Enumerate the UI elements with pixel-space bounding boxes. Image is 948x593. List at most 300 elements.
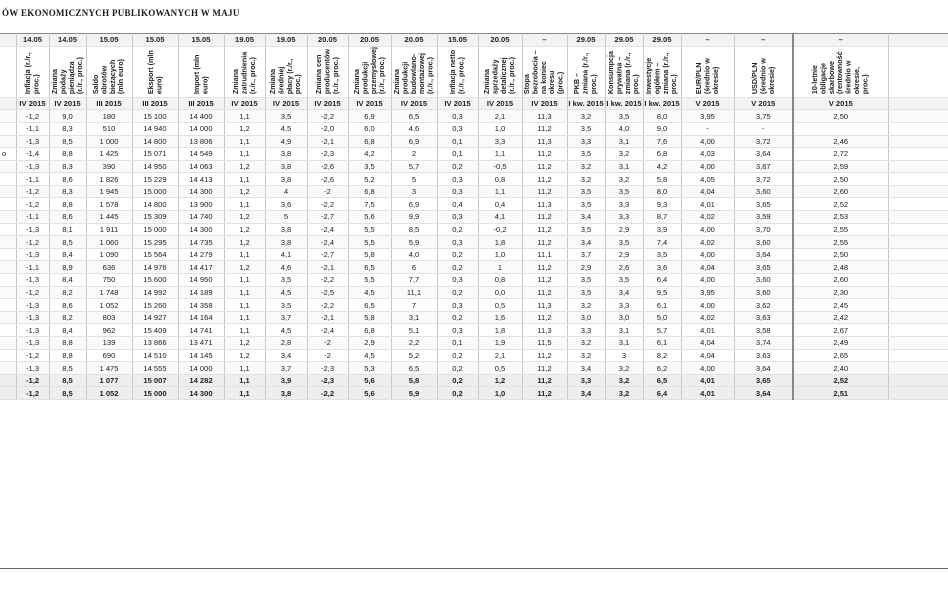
date-cell: 15.05 [437, 34, 478, 47]
table-cell: 5,9 [391, 387, 437, 400]
table-cell: 14 300 [178, 387, 224, 400]
table-cell [888, 349, 948, 362]
table-cell: 8,3 [49, 122, 86, 135]
table-cell: 1,2 [224, 337, 265, 350]
table-cell: 2,9 [567, 261, 605, 274]
table-cell: 2,60 [793, 185, 888, 198]
table-cell: 3,60 [734, 185, 793, 198]
table-cell: 4,05 [681, 173, 734, 186]
row-label [0, 387, 16, 400]
period-cell: IV 2015 [391, 97, 437, 110]
table-cell: 3,64 [734, 362, 793, 375]
column-header-label: Zmiana sprzedaży detalicznej (r./r., proc.) [482, 56, 517, 94]
table-cell: 4,01 [681, 198, 734, 211]
period-cell: IV 2015 [522, 97, 567, 110]
table-cell: 6,5 [391, 110, 437, 123]
date-row [0, 34, 948, 47]
table-row [0, 198, 948, 211]
table-cell: 3,8 [265, 160, 307, 173]
table-cell: 15 564 [132, 248, 178, 261]
table-cell [888, 261, 948, 274]
table-cell: 1,1 [224, 198, 265, 211]
table-cell: 1,0 [478, 122, 522, 135]
row-label [0, 349, 16, 362]
table-cell: 1,0 [478, 387, 522, 400]
table-cell: 8,8 [49, 148, 86, 161]
table-cell: -1,1 [16, 211, 49, 224]
table-cell: 4,04 [681, 185, 734, 198]
table-cell: -2,3 [307, 374, 348, 387]
table-cell: -0,2 [478, 223, 522, 236]
table-cell: 8,6 [49, 299, 86, 312]
table-cell: 5,0 [643, 311, 681, 324]
table-cell: 8,8 [49, 349, 86, 362]
column-header-label: Konsumpcja prywatna – zmiana (r./r., proc.) [606, 50, 641, 94]
table-cell: 14 927 [132, 311, 178, 324]
table-cell [888, 337, 948, 350]
page-title: ÓW EKONOMICZNYCH PUBLIKOWANYCH W MAJU [2, 8, 240, 18]
row-label [0, 135, 16, 148]
table-cell: 0,3 [437, 299, 478, 312]
table-cell: 5,5 [348, 236, 391, 249]
column-header [224, 46, 265, 97]
table-cell: 3,67 [734, 160, 793, 173]
table-cell: 14 417 [178, 261, 224, 274]
table-cell: 2,52 [793, 198, 888, 211]
table-cell: 13 471 [178, 337, 224, 350]
column-header [49, 46, 86, 97]
table-cell: 3,5 [265, 299, 307, 312]
column-header-label: Zmiana produkcji budowlano-montażowej (r./r., proc.) [391, 52, 435, 94]
table-cell: 3,95 [681, 286, 734, 299]
table-cell: 3,64 [734, 148, 793, 161]
table-cell: 3,2 [567, 349, 605, 362]
table-cell: 2,72 [793, 148, 888, 161]
table-cell: 750 [86, 274, 132, 287]
table-cell: 0,1 [437, 337, 478, 350]
table-cell: - [734, 122, 793, 135]
table-row [0, 349, 948, 362]
table-cell: 4,2 [643, 160, 681, 173]
table-cell: 8,0 [643, 110, 681, 123]
table-cell: 0,2 [437, 248, 478, 261]
table-cell: -1,2 [16, 110, 49, 123]
table-cell: -1,3 [16, 160, 49, 173]
table-cell: -1,2 [16, 374, 49, 387]
table-cell: 3,4 [567, 211, 605, 224]
table-cell: 4,5 [265, 286, 307, 299]
table-cell: 5,8 [348, 311, 391, 324]
table-cell: 0,2 [437, 160, 478, 173]
table-cell: 4,04 [681, 337, 734, 350]
table-cell: 4,2 [348, 148, 391, 161]
table-cell [888, 362, 948, 375]
table-cell: 14 164 [178, 311, 224, 324]
table-cell: 11,2 [522, 311, 567, 324]
table-row [0, 286, 948, 299]
table-row [0, 110, 948, 123]
table-cell: 6,1 [643, 337, 681, 350]
table-cell: 0,4 [478, 198, 522, 211]
table-cell: 8,1 [49, 223, 86, 236]
table-cell [888, 223, 948, 236]
table-row [0, 122, 948, 135]
table-cell: 3,4 [605, 286, 643, 299]
table-cell: 3,5 [643, 248, 681, 261]
table-cell: 3,2 [605, 148, 643, 161]
column-header [643, 46, 681, 97]
table-cell: 11,3 [522, 135, 567, 148]
table-cell: 14 189 [178, 286, 224, 299]
column-header [734, 46, 793, 97]
table-cell: 3,63 [734, 311, 793, 324]
table-row [0, 362, 948, 375]
table-cell: 5,2 [391, 349, 437, 362]
table-cell: 14 282 [178, 374, 224, 387]
table-cell: -2,1 [307, 311, 348, 324]
summary-row [0, 387, 948, 400]
table-cell: 2,53 [793, 211, 888, 224]
table-cell: 3 [605, 349, 643, 362]
table-cell: 3,3 [605, 299, 643, 312]
table-row [0, 173, 948, 186]
table-cell: 0,1 [437, 148, 478, 161]
table-cell: 0,2 [437, 362, 478, 375]
table-cell: -2,1 [307, 261, 348, 274]
period-cell: IV 2015 [437, 97, 478, 110]
table-cell [888, 274, 948, 287]
table-cell: 0,2 [437, 311, 478, 324]
column-header-label: Zmiana zatrudnienia (r./r., proc.) [230, 51, 257, 94]
table-cell: 0,3 [437, 211, 478, 224]
table-cell: 3,5 [567, 148, 605, 161]
table-cell: 3,75 [734, 110, 793, 123]
table-cell: -2,2 [307, 274, 348, 287]
table-cell: 2,65 [793, 349, 888, 362]
table-cell: 11,3 [522, 110, 567, 123]
table-cell: 11,3 [522, 198, 567, 211]
table-cell: 0,2 [437, 387, 478, 400]
row-label: o [0, 148, 16, 161]
table-cell: 4,5 [348, 286, 391, 299]
table-cell [888, 173, 948, 186]
table-cell: 9,0 [49, 110, 86, 123]
row-label [0, 110, 16, 123]
table-cell: 14 950 [178, 274, 224, 287]
table-cell: 3 [391, 185, 437, 198]
table-cell: 11,3 [522, 324, 567, 337]
table-cell: 139 [86, 337, 132, 350]
table-cell: -1,2 [16, 349, 49, 362]
table-cell: 1,1 [224, 387, 265, 400]
table-cell: 1,1 [224, 148, 265, 161]
table-cell: -0,5 [478, 160, 522, 173]
table-cell: 8,3 [49, 185, 86, 198]
table-cell: 11,2 [522, 223, 567, 236]
table-cell: 4,04 [681, 261, 734, 274]
table-cell: - [681, 122, 734, 135]
table-cell: 14 000 [178, 122, 224, 135]
table-row [0, 135, 948, 148]
table-cell: 3,3 [605, 211, 643, 224]
table-cell: 3,72 [734, 135, 793, 148]
date-cell: – [793, 34, 888, 47]
table-cell: -2,4 [307, 324, 348, 337]
table-cell: 1 748 [86, 286, 132, 299]
header-row [0, 46, 948, 97]
table-cell: 5,1 [391, 324, 437, 337]
date-cell: 15.05 [132, 34, 178, 47]
table-cell: 8,2 [643, 349, 681, 362]
row-label [0, 299, 16, 312]
table-cell: -1,2 [16, 236, 49, 249]
table-cell: 1,2 [224, 349, 265, 362]
table-cell: 6,8 [348, 324, 391, 337]
table-cell: 6,1 [643, 299, 681, 312]
table-cell: 8,8 [49, 198, 86, 211]
period-cell: I kw. 2015 [606, 99, 642, 109]
table-cell: 3,5 [567, 286, 605, 299]
row-label [0, 160, 16, 173]
table-cell: 11,2 [522, 374, 567, 387]
table-cell: 5,6 [348, 387, 391, 400]
date-cell: 14.05 [49, 34, 86, 47]
row-label [0, 248, 16, 261]
column-header [0, 46, 16, 97]
table-cell: -1,2 [16, 387, 49, 400]
table-cell: 14 300 [178, 223, 224, 236]
table-cell: 0,2 [437, 261, 478, 274]
table-cell: 8,5 [49, 374, 86, 387]
table-cell: 1 000 [86, 135, 132, 148]
row-label [0, 261, 16, 274]
table-cell: 636 [86, 261, 132, 274]
table-cell: 14 063 [178, 160, 224, 173]
row-label [0, 185, 16, 198]
table-cell: 1 578 [86, 198, 132, 211]
period-cell: IV 2015 [49, 97, 86, 110]
table-cell: 4 [265, 185, 307, 198]
table-cell: 2,8 [265, 337, 307, 350]
row-label [0, 311, 16, 324]
table-cell: 3,4 [265, 349, 307, 362]
table-row [0, 337, 948, 350]
table-cell: 11,2 [522, 173, 567, 186]
table-cell: 0,3 [437, 110, 478, 123]
table-cell: 3,5 [567, 198, 605, 211]
table-cell: 4,1 [478, 211, 522, 224]
table-cell: 11,2 [522, 261, 567, 274]
period-cell: V 2015 [681, 97, 734, 110]
table-cell: 5,5 [348, 274, 391, 287]
table-cell: 3,9 [643, 223, 681, 236]
table-cell [888, 299, 948, 312]
table-cell: 15 100 [132, 110, 178, 123]
table-cell: 11,2 [522, 148, 567, 161]
table-cell: 4,00 [681, 223, 734, 236]
table-cell: 0,3 [437, 173, 478, 186]
date-cell: 20.05 [348, 34, 391, 47]
table-cell: 3,95 [681, 110, 734, 123]
table-cell: 3,2 [567, 110, 605, 123]
table-cell: 3,63 [734, 349, 793, 362]
table-cell: 2,9 [605, 223, 643, 236]
table-cell: 5,7 [643, 324, 681, 337]
column-header-label: 10-letnie obligacje skarbowe (rentowność średnio w okresie, proc.) [810, 51, 870, 94]
table-cell: 3,5 [265, 110, 307, 123]
table-cell: 2,40 [793, 362, 888, 375]
table-cell: -1,3 [16, 299, 49, 312]
table-cell: 5,5 [348, 223, 391, 236]
table-cell: 6,9 [391, 198, 437, 211]
table-cell: -2,7 [307, 248, 348, 261]
table-cell: 3,1 [605, 135, 643, 148]
table-cell: 1,0 [478, 248, 522, 261]
column-header-label: Saldo obrotów bieżących (mln euro) [91, 58, 126, 94]
table-cell: 390 [86, 160, 132, 173]
table-cell [888, 236, 948, 249]
table-cell: 8,5 [391, 223, 437, 236]
date-cell: – [734, 34, 793, 47]
table-cell: 4,6 [265, 261, 307, 274]
table-cell: 3,2 [567, 173, 605, 186]
table-cell: 14 300 [178, 185, 224, 198]
table-cell: 1 911 [86, 223, 132, 236]
table-cell: 4,5 [348, 349, 391, 362]
column-header-label: Inwestycje ogółem – zmiana (r./r., proc.) [644, 52, 679, 94]
table-cell: 6,5 [348, 261, 391, 274]
table-cell: 4,00 [681, 274, 734, 287]
table-cell: 1,9 [478, 337, 522, 350]
table-cell: 3,9 [265, 374, 307, 387]
date-cell: 19.05 [265, 34, 307, 47]
table-cell: 1,2 [224, 261, 265, 274]
table-cell: 8,7 [643, 211, 681, 224]
table-cell: 2,50 [793, 173, 888, 186]
table-cell: 4,00 [681, 362, 734, 375]
table-cell: 1,2 [478, 374, 522, 387]
table-cell: 8,2 [49, 286, 86, 299]
table-cell: 11,1 [522, 248, 567, 261]
table-cell: 4,5 [265, 324, 307, 337]
table-cell: 0,2 [437, 286, 478, 299]
table-row [0, 324, 948, 337]
table-cell: 8,0 [643, 185, 681, 198]
table-cell: 8,6 [49, 173, 86, 186]
table-cell: 3,6 [265, 198, 307, 211]
table-cell: 3,60 [734, 236, 793, 249]
table-cell [793, 122, 888, 135]
table-cell: 3,5 [567, 185, 605, 198]
table-cell: 14 992 [132, 286, 178, 299]
table-cell [888, 387, 948, 400]
table-cell: 3,2 [605, 362, 643, 375]
table-cell: 3,3 [567, 324, 605, 337]
table-cell: 2,45 [793, 299, 888, 312]
table-cell: -1,3 [16, 311, 49, 324]
table-cell: 11,2 [522, 211, 567, 224]
table-cell: 6,4 [643, 274, 681, 287]
table-cell: 9,0 [643, 122, 681, 135]
table-cell: 14 741 [178, 324, 224, 337]
table-cell [888, 324, 948, 337]
table-cell: 3,65 [734, 198, 793, 211]
period-cell: IV 2015 [478, 97, 522, 110]
table-cell: 0,0 [478, 286, 522, 299]
table-cell: 0,3 [437, 122, 478, 135]
table-cell: 14 555 [132, 362, 178, 375]
table-cell: 0,3 [437, 274, 478, 287]
table-cell: 3,7 [567, 248, 605, 261]
table-cell: 6,9 [348, 110, 391, 123]
table-cell: 4,5 [265, 122, 307, 135]
table-cell: 2,50 [793, 248, 888, 261]
table-cell [888, 374, 948, 387]
table-cell: 3,0 [567, 311, 605, 324]
table-cell: 4,0 [391, 248, 437, 261]
table-cell: 3,8 [265, 236, 307, 249]
column-header [522, 46, 567, 97]
table-cell: -2,6 [307, 173, 348, 186]
date-cell: 19.05 [224, 34, 265, 47]
table-cell: 8,4 [49, 248, 86, 261]
table-cell: 15 071 [132, 148, 178, 161]
table-cell: 4,9 [265, 135, 307, 148]
row-label [0, 198, 16, 211]
table-cell: 1,1 [224, 110, 265, 123]
table-cell: 1,8 [478, 236, 522, 249]
table-cell: -2,5 [307, 286, 348, 299]
period-cell: IV 2015 [348, 97, 391, 110]
column-header-label: EUR/PLN (średnio w okresie) [693, 57, 720, 94]
table-cell: 5,2 [348, 173, 391, 186]
table-cell: -2,3 [307, 362, 348, 375]
table-cell: 8,4 [49, 324, 86, 337]
table-cell: 3,72 [734, 173, 793, 186]
table-cell: 14 940 [132, 122, 178, 135]
table-row [0, 211, 948, 224]
table-cell: 11,2 [522, 286, 567, 299]
date-cell: – [681, 34, 734, 47]
table-cell: 2,67 [793, 324, 888, 337]
table-cell: 2,6 [605, 261, 643, 274]
table-cell: 3,4 [567, 362, 605, 375]
table-cell: 1,1 [224, 173, 265, 186]
table-cell: 5,6 [348, 211, 391, 224]
column-header-label: Zmiana cen producentów (r./r., proc.) [313, 48, 340, 94]
table-cell: 0,2 [437, 374, 478, 387]
table-cell: 15 000 [132, 185, 178, 198]
table-cell: 1 090 [86, 248, 132, 261]
column-header-label: Import (mln euro) [191, 54, 209, 94]
table-cell [888, 135, 948, 148]
table-cell: 5 [265, 211, 307, 224]
table-row [0, 299, 948, 312]
table-cell: 3,74 [734, 337, 793, 350]
row-label [0, 362, 16, 375]
period-cell: III 2015 [178, 97, 224, 110]
table-row [0, 148, 948, 161]
table-cell: 0,3 [437, 324, 478, 337]
table-cell: 2 [391, 148, 437, 161]
column-header [178, 46, 224, 97]
table-cell: -2,2 [307, 110, 348, 123]
table-cell: 4,1 [265, 248, 307, 261]
bottom-rule [0, 568, 948, 569]
table-cell: 2,46 [793, 135, 888, 148]
table-cell: 2,2 [391, 337, 437, 350]
period-cell: III 2015 [86, 97, 132, 110]
